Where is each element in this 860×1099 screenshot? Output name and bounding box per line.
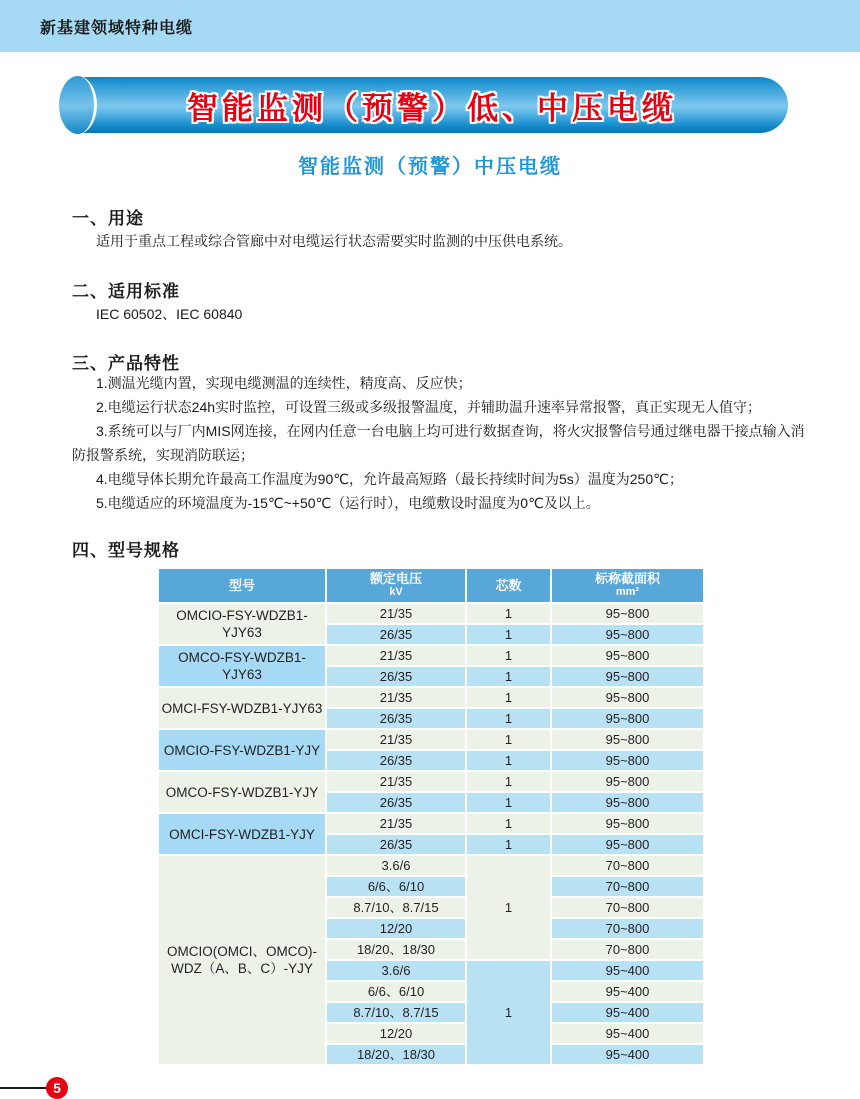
cores-cell: 1 [466, 960, 551, 1065]
section-heading-models: 四、型号规格 [72, 541, 180, 560]
voltage-cell: 21/35 [326, 645, 466, 666]
cores-cell: 1 [466, 687, 551, 708]
usage-paragraph: 适用于重点工程或综合管廊中对电缆运行状态需要实时监测的中压供电系统。 [96, 233, 572, 249]
area-cell: 95~800 [551, 813, 704, 834]
voltage-cell: 26/35 [326, 750, 466, 771]
cores-cell: 1 [466, 729, 551, 750]
voltage-cell: 26/35 [326, 666, 466, 687]
area-cell: 95~800 [551, 645, 704, 666]
table-row [158, 645, 704, 666]
table-row [158, 729, 704, 750]
model-cell: OMCIO-FSY-WDZB1-YJY63 [158, 603, 326, 645]
features-list [72, 371, 809, 515]
header-model: 型号 [158, 568, 326, 603]
area-cell: 95~400 [551, 1023, 704, 1044]
footer-rule [0, 1087, 48, 1089]
model-cell: OMCIO-FSY-WDZB1-YJY [158, 729, 326, 771]
table-row [158, 771, 704, 792]
voltage-cell: 8.7/10、8.7/15 [326, 1002, 466, 1023]
area-cell: 95~400 [551, 960, 704, 981]
cores-cell: 1 [466, 792, 551, 813]
voltage-cell: 21/35 [326, 813, 466, 834]
table-row [158, 855, 704, 876]
section-heading-usage: 一、用途 [72, 209, 144, 228]
model-cell: OMCO-FSY-WDZB1-YJY [158, 771, 326, 813]
area-cell: 70~800 [551, 855, 704, 876]
cores-cell: 1 [466, 708, 551, 729]
feature-item-2: 2.电缆运行状态24h实时监控，可设置三级或多级报警温度，并辅助温升速率异常报警，真正实现无人值守； [96, 399, 762, 415]
cores-cell: 1 [466, 750, 551, 771]
table-row [158, 603, 704, 624]
section-heading-features: 三、产品特性 [72, 354, 180, 373]
section-heading-standards: 二、适用标准 [72, 282, 180, 301]
area-cell: 95~800 [551, 666, 704, 687]
cores-cell: 1 [466, 603, 551, 624]
voltage-cell: 21/35 [326, 687, 466, 708]
voltage-cell: 21/35 [326, 771, 466, 792]
area-cell: 95~800 [551, 834, 704, 855]
area-cell: 95~800 [551, 687, 704, 708]
area-cell: 70~800 [551, 897, 704, 918]
document-category-title: 新基建领域特种电缆 [40, 19, 194, 37]
area-cell: 95~800 [551, 792, 704, 813]
voltage-cell: 18/20、18/30 [326, 939, 466, 960]
voltage-cell: 21/35 [326, 603, 466, 624]
voltage-cell: 6/6、6/10 [326, 876, 466, 897]
area-cell: 70~800 [551, 918, 704, 939]
area-cell: 95~800 [551, 624, 704, 645]
top-header-bar [0, 0, 860, 52]
voltage-cell: 3.6/6 [326, 855, 466, 876]
cores-cell: 1 [466, 666, 551, 687]
model-cell: OMCI-FSY-WDZB1-YJY63 [158, 687, 326, 729]
header-area: 标称截面积 mm² [551, 568, 704, 603]
voltage-cell: 12/20 [326, 1023, 466, 1044]
area-cell: 95~400 [551, 1002, 704, 1023]
feature-item-3: 3.系统可以与厂内MIS网连接，在网内任意一台电脑上均可进行数据查询，将火灾报警信号通过继电器干接点输入消防报警系统，实现消防联运； [72, 423, 805, 463]
voltage-cell: 18/20、18/30 [326, 1044, 466, 1065]
table-row [158, 687, 704, 708]
voltage-cell: 26/35 [326, 834, 466, 855]
cores-cell: 1 [466, 624, 551, 645]
voltage-cell: 26/35 [326, 792, 466, 813]
area-cell: 95~800 [551, 603, 704, 624]
table-header-row [158, 568, 704, 603]
feature-item-1: 1.测温光缆内置，实现电缆测温的连续性，精度高、反应快； [96, 375, 472, 391]
voltage-cell: 6/6、6/10 [326, 981, 466, 1002]
page-title: 智能监测（预警）低、中压电缆 [187, 90, 677, 126]
cores-cell: 1 [466, 855, 551, 960]
area-cell: 95~400 [551, 1044, 704, 1065]
voltage-cell: 26/35 [326, 708, 466, 729]
cores-cell: 1 [466, 645, 551, 666]
model-cell: OMCIO(OMCI、OMCO)- WDZ（A、B、C）-YJY [158, 855, 326, 1065]
area-cell: 95~800 [551, 708, 704, 729]
area-cell: 70~800 [551, 939, 704, 960]
voltage-cell: 8.7/10、8.7/15 [326, 897, 466, 918]
model-spec-table [157, 567, 705, 1066]
area-cell: 70~800 [551, 876, 704, 897]
voltage-cell: 12/20 [326, 918, 466, 939]
standards-paragraph: IEC 60502、IEC 60840 [96, 306, 243, 322]
feature-item-5: 5.电缆适应的环境温度为-15℃~+50℃（运行时），电缆敷设时温度为0℃及以上。 [96, 495, 600, 511]
area-cell: 95~800 [551, 771, 704, 792]
area-cell: 95~800 [551, 729, 704, 750]
feature-item-4: 4.电缆导体长期允许最高工作温度为90℃，允许最高短路（最长持续时间为5s）温度为250℃； [96, 471, 683, 487]
table-row [158, 813, 704, 834]
cores-cell: 1 [466, 771, 551, 792]
page-number-badge: 5 [46, 1077, 68, 1099]
header-voltage: 额定电压 kV [326, 568, 466, 603]
area-cell: 95~400 [551, 981, 704, 1002]
model-cell: OMCI-FSY-WDZB1-YJY [158, 813, 326, 855]
voltage-cell: 3.6/6 [326, 960, 466, 981]
model-cell: OMCO-FSY-WDZB1-YJY63 [158, 645, 326, 687]
cores-cell: 1 [466, 813, 551, 834]
header-cores: 芯数 [466, 568, 551, 603]
voltage-cell: 21/35 [326, 729, 466, 750]
voltage-cell: 26/35 [326, 624, 466, 645]
page-subtitle: 智能监测（预警）中压电缆 [298, 156, 562, 178]
area-cell: 95~800 [551, 750, 704, 771]
cores-cell: 1 [466, 834, 551, 855]
